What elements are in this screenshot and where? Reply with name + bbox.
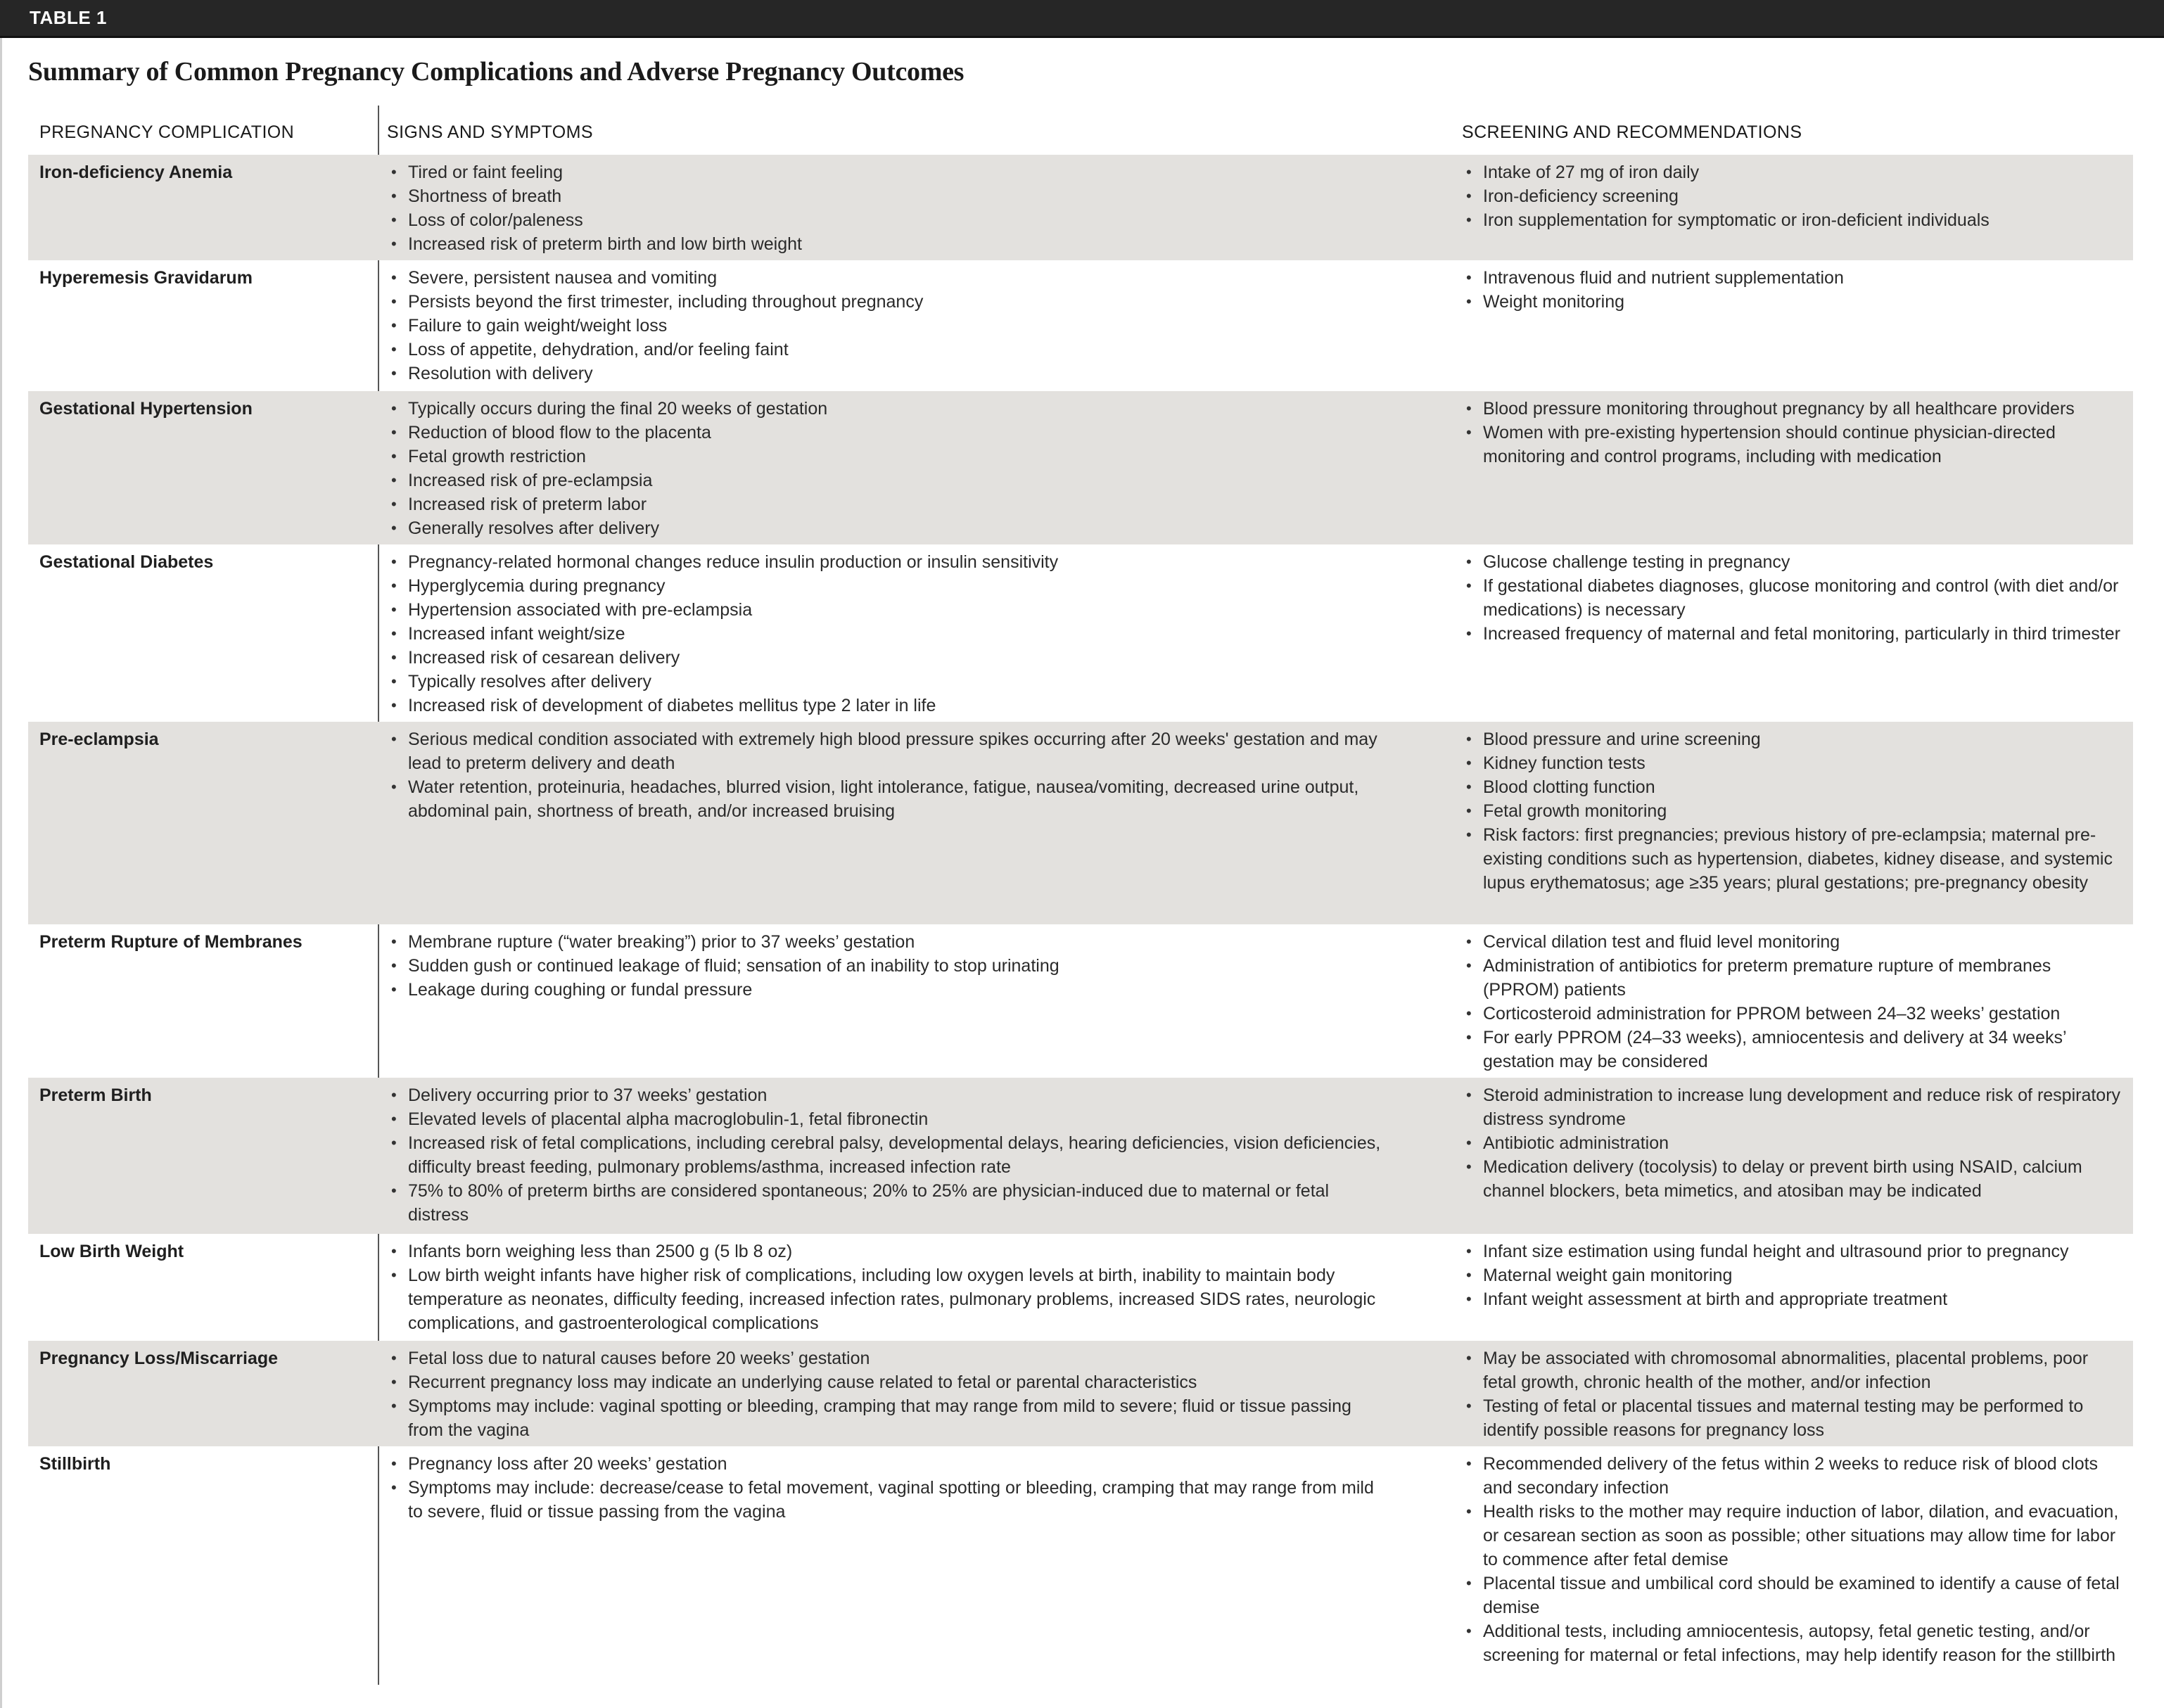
sign-item: • Typically occurs during the final 20 weeks of gestation (387, 397, 1386, 421)
sign-item: • Severe, persistent nausea and vomiting (387, 266, 1386, 290)
table-row (28, 1234, 2133, 1341)
screening-item: • Antibiotic administration (1462, 1131, 2123, 1155)
screening-item: • Kidney function tests (1462, 751, 2123, 775)
sign-item: • Increased risk of cesarean delivery (387, 646, 1386, 670)
sign-item: • Increased infant weight/size (387, 622, 1386, 646)
signs-list (387, 266, 1386, 385)
signs-list (387, 1346, 1386, 1442)
sign-item: • Sudden gush or continued leakage of fluid; sensation of an inability to stop urinating (387, 954, 1386, 978)
screening-list (1462, 1452, 2123, 1667)
sign-item: • Tired or faint feeling (387, 160, 1386, 184)
screening-list (1462, 266, 2123, 314)
sign-item: • Increased risk of preterm birth and low birth weight (387, 232, 1386, 256)
screening-item: • Glucose challenge testing in pregnancy (1462, 550, 2123, 574)
sign-item: • Symptoms may include: decrease/cease to fetal movement, vaginal spotting or bleeding, cramping that may range from mild to severe, fluid or tissue passing from the vagina (387, 1476, 1386, 1524)
signs-list (387, 1239, 1386, 1335)
sign-item: • Membrane rupture (“water breaking”) prior to 37 weeks’ gestation (387, 930, 1386, 954)
sign-item: • Loss of color/paleness (387, 208, 1386, 232)
sign-item: • Failure to gain weight/weight loss (387, 314, 1386, 338)
sign-item: • Typically resolves after delivery (387, 670, 1386, 694)
sign-item: • Shortness of breath (387, 184, 1386, 208)
screening-item: • Infant size estimation using fundal height and ultrasound prior to pregnancy (1462, 1239, 2123, 1263)
column-header-complication: PREGNANCY COMPLICATION (39, 122, 295, 142)
sign-item: • Pregnancy-related hormonal changes reduce insulin production or insulin sensitivity (387, 550, 1386, 574)
complication-name: Pre-eclampsia (39, 729, 159, 749)
page-title: Summary of Common Pregnancy Complications and Adverse Pregnancy Outcomes (28, 57, 965, 87)
signs-list (387, 1452, 1386, 1524)
sign-item: • Loss of appetite, dehydration, and/or feeling faint (387, 338, 1386, 362)
screening-list (1462, 1346, 2123, 1442)
signs-list (387, 160, 1386, 256)
screening-item: • Blood pressure and urine screening (1462, 727, 2123, 751)
complication-name: Gestational Hypertension (39, 399, 253, 419)
table-row (28, 155, 2133, 260)
sign-item: • Serious medical condition associated with extremely high blood pressure spikes occurring after 20 weeks' gestation and may lead to preterm delivery and death (387, 727, 1386, 775)
screening-item: • Blood pressure monitoring throughout pregnancy by all healthcare providers (1462, 397, 2123, 421)
screening-list (1462, 1239, 2123, 1311)
screening-item: • Testing of fetal or placental tissues and maternal testing may be performed to identify possible reasons for pregnancy loss (1462, 1394, 2123, 1442)
table-row (28, 260, 2133, 391)
complication-name: Stillbirth (39, 1454, 111, 1474)
complication-name: Iron-deficiency Anemia (39, 162, 233, 182)
column-header-screening: SCREENING AND RECOMMENDATIONS (1462, 122, 1802, 142)
screening-list (1462, 160, 2123, 232)
screening-item: • Iron supplementation for symptomatic or iron-deficient individuals (1462, 208, 2123, 232)
screening-item: • Maternal weight gain monitoring (1462, 1263, 2123, 1287)
screening-item: • Additional tests, including amniocentesis, autopsy, fetal genetic testing, and/or screening for maternal or fetal infections, may help identify reason for the stillbirth (1462, 1619, 2123, 1667)
complication-name: Low Birth Weight (39, 1242, 184, 1261)
table-row (28, 544, 2133, 722)
sign-item: • Increased risk of pre-eclampsia (387, 469, 1386, 492)
signs-list (387, 930, 1386, 1002)
sign-item: • Elevated levels of placental alpha macroglobulin-1, fetal fibronectin (387, 1107, 1386, 1131)
table-row (28, 924, 2133, 1078)
sign-item: • Leakage during coughing or fundal pressure (387, 978, 1386, 1002)
sign-item: • Generally resolves after delivery (387, 516, 1386, 540)
screening-list (1462, 727, 2123, 895)
screening-item: • Recommended delivery of the fetus within 2 weeks to reduce risk of blood clots and secondary infection (1462, 1452, 2123, 1500)
screening-item: • Health risks to the mother may require induction of labor, dilation, and evacuation, or cesarean section as soon as possible; other situations may allow time for labor to commence after fetal demise (1462, 1500, 2123, 1572)
screening-item: • Women with pre-existing hypertension should continue physician-directed monitoring and control programs, including with medication (1462, 421, 2123, 469)
screening-list (1462, 397, 2123, 469)
screening-item: • Corticosteroid administration for PPROM between 24–32 weeks’ gestation (1462, 1002, 2123, 1026)
sign-item: • Pregnancy loss after 20 weeks’ gestation (387, 1452, 1386, 1476)
table-header-row (28, 113, 2133, 155)
signs-list (387, 550, 1386, 718)
sign-item: • Fetal growth restriction (387, 445, 1386, 469)
sign-item: • Water retention, proteinuria, headaches, blurred vision, light intolerance, fatigue, nausea/vomiting, decreased urine output, abdominal pain, shortness of breath, and/or increased bruising (387, 775, 1386, 823)
sign-item: • Persists beyond the first trimester, including throughout pregnancy (387, 290, 1386, 314)
complication-name: Gestational Diabetes (39, 552, 214, 572)
screening-item: • Infant weight assessment at birth and appropriate treatment (1462, 1287, 2123, 1311)
sign-item: • Recurrent pregnancy loss may indicate an underlying cause related to fetal or parental characteristics (387, 1370, 1386, 1394)
screening-item: • Administration of antibiotics for preterm premature rupture of membranes (PPROM) patients (1462, 954, 2123, 1002)
sign-item: • Resolution with delivery (387, 362, 1386, 385)
complication-name: Preterm Birth (39, 1085, 152, 1105)
screening-item: • If gestational diabetes diagnoses, glucose monitoring and control (with diet and/or medications) is necessary (1462, 574, 2123, 622)
screening-item: • Risk factors: first pregnancies; previous history of pre-eclampsia; maternal pre-existing conditions such as hypertension, diabetes, kidney disease, and systemic lupus erythematosus; age ≥35 years; plural gestations; pre-pregnancy obesity (1462, 823, 2123, 895)
table-row (28, 722, 2133, 924)
signs-list (387, 727, 1386, 823)
table-row (28, 391, 2133, 544)
screening-item: • Iron-deficiency screening (1462, 184, 2123, 208)
screening-item: • For early PPROM (24–33 weeks), amniocentesis and delivery at 34 weeks’ gestation may be considered (1462, 1026, 2123, 1073)
complication-name: Hyperemesis Gravidarum (39, 268, 253, 288)
sign-item: • Hyperglycemia during pregnancy (387, 574, 1386, 598)
complications-table (28, 113, 2133, 1688)
sign-item: • Symptoms may include: vaginal spotting or bleeding, cramping that may range from mild to severe; fluid or tissue passing from the vagina (387, 1394, 1386, 1442)
table-label-bar (0, 0, 2164, 38)
column-header-signs: SIGNS AND SYMPTOMS (387, 122, 593, 142)
sign-item: • Infants born weighing less than 2500 g (5 lb 8 oz) (387, 1239, 1386, 1263)
sign-item: • Hypertension associated with pre-eclampsia (387, 598, 1386, 622)
screening-item: • Placental tissue and umbilical cord should be examined to identify a cause of fetal demise (1462, 1572, 2123, 1619)
sign-item: • Fetal loss due to natural causes before 20 weeks’ gestation (387, 1346, 1386, 1370)
screening-list (1462, 550, 2123, 646)
screening-item: • May be associated with chromosomal abnormalities, placental problems, poor fetal growth, chronic health of the mother, and/or infection (1462, 1346, 2123, 1394)
complication-name: Pregnancy Loss/Miscarriage (39, 1349, 279, 1368)
table-row (28, 1341, 2133, 1446)
sign-item: • Increased risk of fetal complications, including cerebral palsy, developmental delays, hearing deficiencies, vision deficiencies, difficulty breast feeding, pulmonary problems/asthma, increased infection rate (387, 1131, 1386, 1179)
screening-item: • Cervical dilation test and fluid level monitoring (1462, 930, 2123, 954)
sign-item: • Increased risk of preterm labor (387, 492, 1386, 516)
signs-list (387, 1083, 1386, 1227)
table-row (28, 1078, 2133, 1234)
screening-item: • Fetal growth monitoring (1462, 799, 2123, 823)
sign-item: • Increased risk of development of diabetes mellitus type 2 later in life (387, 694, 1386, 718)
sign-item: • Reduction of blood flow to the placenta (387, 421, 1386, 445)
screening-list (1462, 1083, 2123, 1203)
table-label: TABLE 1 (30, 7, 107, 28)
left-border (0, 38, 2, 1708)
screening-item: • Medication delivery (tocolysis) to delay or prevent birth using NSAID, calcium channel blockers, beta mimetics, and atosiban may be indicated (1462, 1155, 2123, 1203)
signs-list (387, 397, 1386, 540)
sign-item: • 75% to 80% of preterm births are considered spontaneous; 20% to 25% are physician-induced due to maternal or fetal distress (387, 1179, 1386, 1227)
complication-name: Preterm Rupture of Membranes (39, 932, 303, 952)
table-row (28, 1446, 2133, 1688)
sign-item: • Low birth weight infants have higher risk of complications, including low oxygen levels at birth, inability to maintain body temperature as neonates, difficulty feeding, increased infection rates, pulmonary problems, increased SIDS rates, neurologic complications, and gastroenterological complications (387, 1263, 1386, 1335)
sign-item: • Delivery occurring prior to 37 weeks’ gestation (387, 1083, 1386, 1107)
screening-item: • Intake of 27 mg of iron daily (1462, 160, 2123, 184)
screening-item: • Intravenous fluid and nutrient supplementation (1462, 266, 2123, 290)
screening-item: • Increased frequency of maternal and fetal monitoring, particularly in third trimester (1462, 622, 2123, 646)
screening-item: • Blood clotting function (1462, 775, 2123, 799)
screening-list (1462, 930, 2123, 1073)
screening-item: • Weight monitoring (1462, 290, 2123, 314)
screening-item: • Steroid administration to increase lung development and reduce risk of respiratory distress syndrome (1462, 1083, 2123, 1131)
